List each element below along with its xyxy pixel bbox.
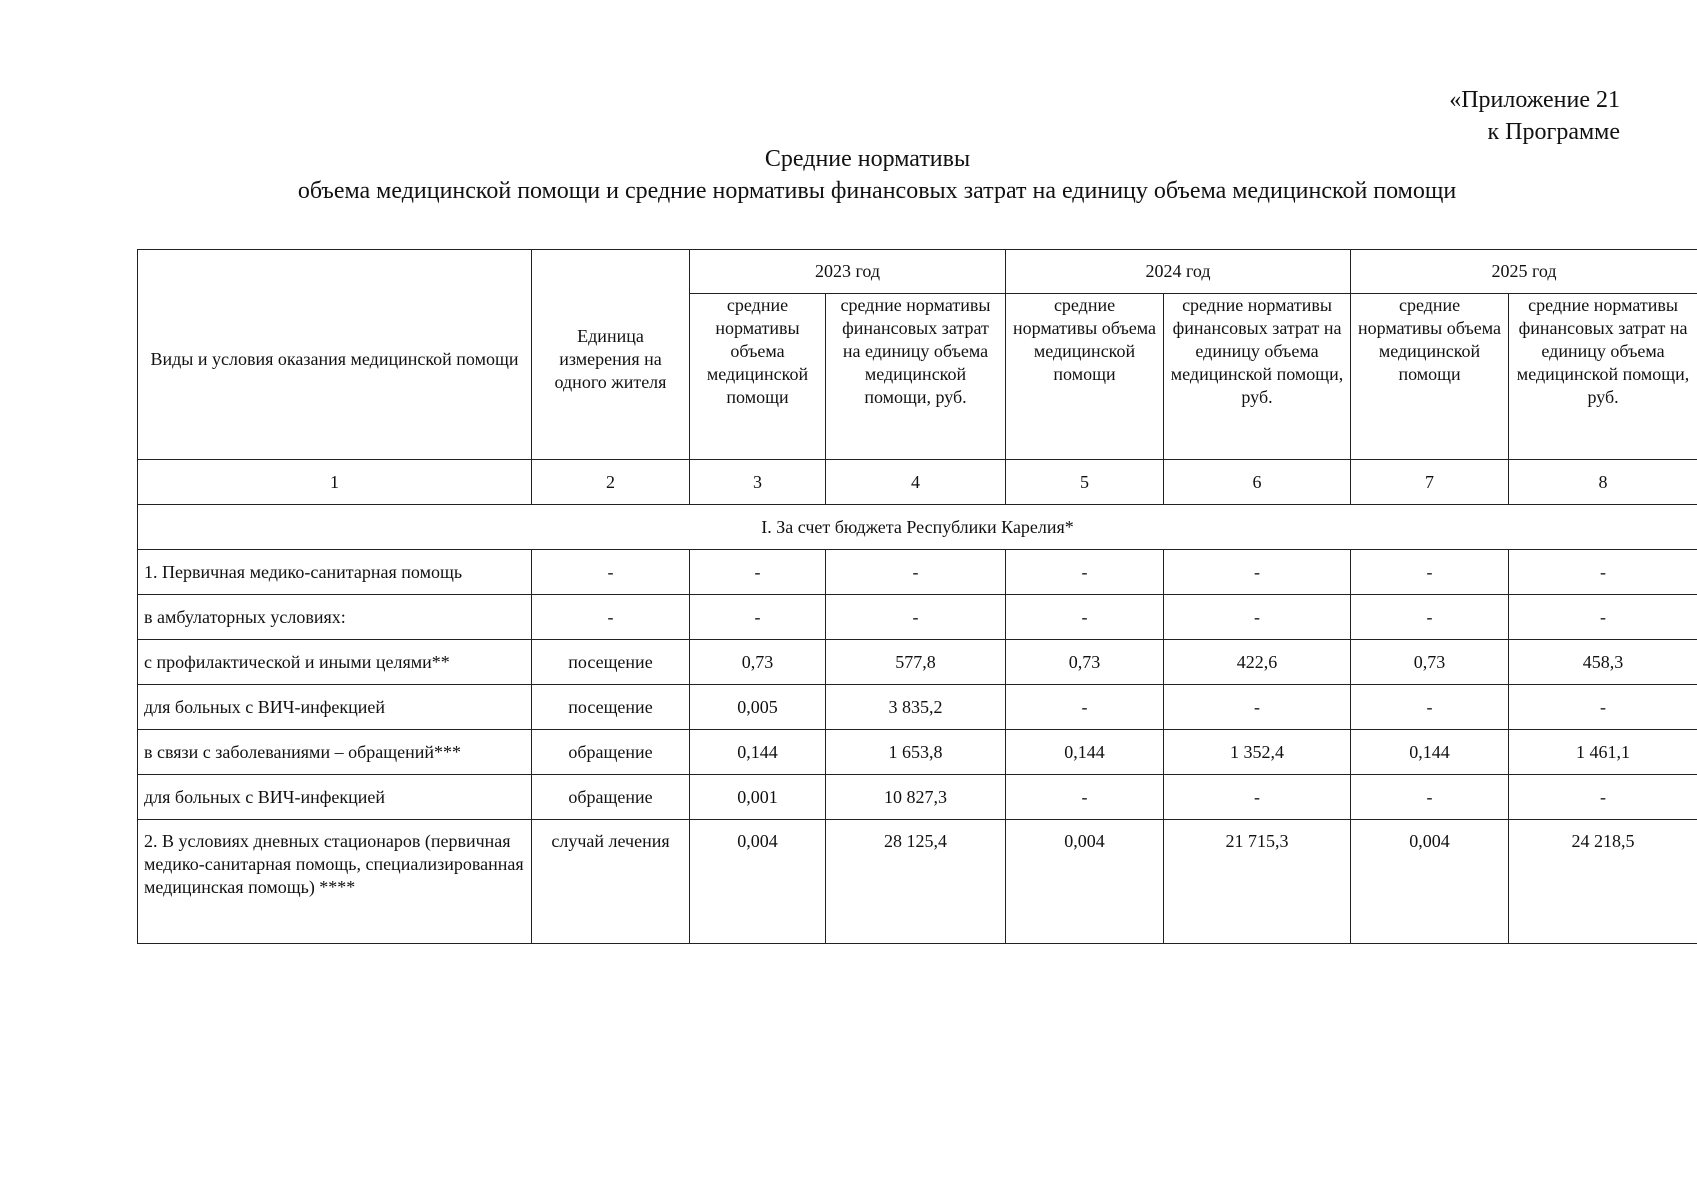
document-title [0,143,1697,207]
row-unit: - [532,595,690,640]
row-unit: обращение [532,775,690,820]
header-cost-2023: средние нормативы финансовых затрат на единицу объема медицинской помощи, руб. [826,294,1006,460]
table-row [138,640,1697,685]
volume-2025: 0,004 [1351,820,1509,944]
volume-2023: 0,001 [690,775,826,820]
header-care-type: Виды и условия оказания медицинской помощи [138,250,532,460]
column-number: 3 [690,460,826,505]
row-label: 1. Первичная медико-санитарная помощь [138,550,532,595]
cost-2024: - [1164,685,1351,730]
volume-2024: - [1006,685,1164,730]
cost-2024: - [1164,595,1351,640]
table-row [138,730,1697,775]
volume-2024: 0,73 [1006,640,1164,685]
row-label: для больных с ВИЧ-инфекцией [138,685,532,730]
row-label: для больных с ВИЧ-инфекцией [138,775,532,820]
column-number: 6 [1164,460,1351,505]
cost-2025: - [1509,775,1697,820]
header-unit: Единица измерения на одного жителя [532,250,690,460]
volume-2023: 0,004 [690,820,826,944]
cost-2023: - [826,595,1006,640]
section-row [138,505,1697,550]
cost-2024: 1 352,4 [1164,730,1351,775]
row-unit: посещение [532,685,690,730]
volume-2024: 0,144 [1006,730,1164,775]
row-unit: обращение [532,730,690,775]
cost-2023: 577,8 [826,640,1006,685]
volume-2025: 0,73 [1351,640,1509,685]
appendix-reference [1449,84,1620,148]
appendix-number: «Приложение 21 [1449,87,1620,113]
row-unit: - [532,550,690,595]
volume-2025: - [1351,775,1509,820]
cost-2023: 28 125,4 [826,820,1006,944]
appendix-program: к Программе [1487,119,1620,145]
header-cost-2024: средние нормативы финансовых затрат на единицу объема медицинской помощи, руб. [1164,294,1351,460]
header-volume-2024: средние нормативы объема медицинской помощи [1006,294,1164,460]
cost-2023: - [826,550,1006,595]
volume-2023: - [690,550,826,595]
volume-2025: - [1351,595,1509,640]
cost-2023: 10 827,3 [826,775,1006,820]
volume-2024: - [1006,595,1164,640]
column-number: 2 [532,460,690,505]
cost-2025: 1 461,1 [1509,730,1697,775]
volume-2023: 0,005 [690,685,826,730]
header-volume-2023: средние нормативы объема медицинской помощи [690,294,826,460]
header-year-2024: 2024 год [1006,250,1351,294]
column-number: 1 [138,460,532,505]
cost-2023: 1 653,8 [826,730,1006,775]
volume-2024: - [1006,775,1164,820]
volume-2025: - [1351,685,1509,730]
volume-2025: - [1351,550,1509,595]
header-volume-2025: средние нормативы объема медицинской помощи [1351,294,1509,460]
column-number-row [138,460,1697,505]
cost-2025: 24 218,5 [1509,820,1697,944]
row-unit: посещение [532,640,690,685]
table-row [138,820,1697,944]
title-line-1: Средние нормативы [764,146,971,172]
volume-2024: - [1006,550,1164,595]
cost-2024: 422,6 [1164,640,1351,685]
cost-2025: - [1509,550,1697,595]
volume-2024: 0,004 [1006,820,1164,944]
table-row [138,775,1697,820]
cost-2025: - [1509,685,1697,730]
table-row [138,550,1697,595]
row-label: 2. В условиях дневных стационаров (первичная медико-санитарная помощь, специализированная медицинская помощь) **** [138,820,532,944]
volume-2025: 0,144 [1351,730,1509,775]
column-number: 7 [1351,460,1509,505]
volume-2023: 0,73 [690,640,826,685]
table-row [138,595,1697,640]
cost-2024: - [1164,550,1351,595]
section-title: I. За счет бюджета Республики Карелия* [138,505,1697,550]
volume-2023: 0,144 [690,730,826,775]
cost-2024: - [1164,775,1351,820]
header-year-2023: 2023 год [690,250,1006,294]
row-label: с профилактической и иными целями** [138,640,532,685]
row-label: в амбулаторных условиях: [138,595,532,640]
header-cost-2025: средние нормативы финансовых затрат на единицу объема медицинской помощи, руб. [1509,294,1697,460]
header-row-years [138,250,1697,294]
header-year-2025: 2025 год [1351,250,1697,294]
cost-2024: 21 715,3 [1164,820,1351,944]
column-number: 5 [1006,460,1164,505]
title-line-2: объема медицинской помощи и средние нормативы финансовых затрат на единицу объема медицинской помощи [297,178,1457,204]
cost-2025: 458,3 [1509,640,1697,685]
cost-2023: 3 835,2 [826,685,1006,730]
table-row [138,685,1697,730]
norms-table [137,249,1697,944]
column-number: 4 [826,460,1006,505]
row-unit: случай лечения [532,820,690,944]
column-number: 8 [1509,460,1697,505]
volume-2023: - [690,595,826,640]
cost-2025: - [1509,595,1697,640]
row-label: в связи с заболеваниями – обращений*** [138,730,532,775]
